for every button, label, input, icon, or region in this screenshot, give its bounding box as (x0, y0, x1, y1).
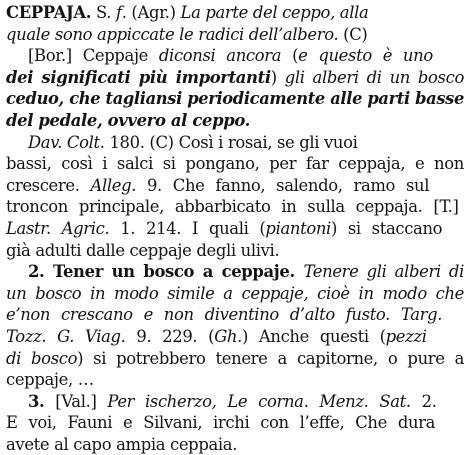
entry-text-segment: 9. Che fanno, salendo, ramo sul (136, 175, 430, 195)
entry-line (6, 434, 464, 455)
entry-text-segment: Lastr. Agric. (6, 218, 110, 238)
entry-text-segment: e’non crescano e non diventino d’alto fusto. (6, 305, 391, 325)
entry-text-segment: Tozz. G. Viag. (6, 326, 126, 346)
entry-line (6, 2, 464, 24)
entry-text-segment: pezzi (385, 326, 427, 346)
entry-line (6, 88, 464, 110)
entry-text-segment: già adulti dalle ceppaje degli ulivi. (6, 240, 280, 260)
entry-text-segment: Alleg. (90, 175, 137, 195)
entry-text-segment: quale sono appiccate le radici dell’albero. (6, 24, 339, 44)
entry-line (6, 369, 464, 391)
entry-text-segment: Targ. (400, 305, 443, 325)
entry-line (6, 261, 464, 283)
entry-text-segment: ceppaje, … (6, 370, 94, 390)
dictionary-entry (6, 2, 464, 455)
entry-text-segment: S. (91, 3, 116, 22)
entry-line (6, 24, 464, 46)
entry-text-segment: La parte del ceppo, alla (180, 3, 369, 22)
entry-line (6, 153, 464, 175)
entry-text-segment (308, 392, 319, 411)
entry-line (6, 348, 464, 370)
entry-text-segment: diconsi ancora (158, 46, 282, 66)
entry-text-segment: . (Agr.) (121, 3, 181, 22)
entry-text-segment: ) Anche questi ( (242, 326, 386, 346)
entry-text-segment: (C) (338, 24, 368, 44)
entry-text-segment: 180. (C) Così i rosai, se gli vuoi (104, 132, 358, 152)
entry-text-segment: 9. 229. ( (125, 326, 215, 346)
entry-text-segment: CEPPAJA. (6, 3, 92, 22)
entry-line (6, 412, 464, 434)
entry-text-segment: ) si staccano (330, 218, 443, 238)
entry-line (6, 240, 464, 262)
entry-text-segment: troncon principale, abbarbicato in sulla ceppaja. [T.] (6, 197, 459, 217)
entry-line (6, 283, 464, 305)
entry-text-segment: di bosco (6, 348, 78, 368)
entry-line (6, 45, 464, 67)
entry-text-segment: ) (270, 67, 285, 87)
entry-text-segment: Dav. Colt. (28, 132, 105, 152)
entry-text-segment: ceduo, che tagliansi periodicamente alle parti basse (6, 89, 464, 109)
entry-text-segment: 3. (28, 391, 45, 411)
entry-text-segment: del pedale, ovvero al ceppo. (6, 110, 250, 130)
entry-text-segment: Per ischerzo, Le corna. (107, 391, 309, 411)
entry-text-segment: Menz. Sat. (319, 391, 411, 411)
entry-text-segment: ( (281, 46, 299, 66)
entry-text-segment: E voi, Fauni e Silvani, irchi con l’effe, Che dura (6, 413, 436, 433)
entry-text-segment: 1. 214. I quali ( (109, 218, 266, 238)
entry-text-segment: [Val.] (44, 391, 108, 411)
entry-text-segment (390, 305, 401, 324)
entry-text-segment: avete al capo ampia ceppaia. (6, 434, 238, 454)
entry-text-segment: dei significati più importanti (6, 67, 271, 87)
entry-line (6, 196, 464, 218)
entry-text-segment: f (115, 3, 122, 22)
entry-text-segment: gli alberi di un bosco (284, 67, 464, 87)
entry-text-segment: bassi, così i salci si pongano, per far ceppaja, e non (6, 154, 464, 174)
entry-line (6, 304, 464, 326)
entry-text-segment: [Bor.] Ceppaje (28, 46, 159, 66)
entry-text-segment: Tenere gli alberi di (303, 262, 464, 282)
entry-text-segment: e questo è uno (298, 46, 433, 66)
entry-text-segment: Gh. (214, 326, 242, 346)
entry-line (6, 326, 464, 348)
entry-text-segment: 2. Tener un bosco a ceppaje. (28, 262, 304, 282)
entry-text-segment: 2. (410, 391, 437, 411)
entry-line (6, 391, 464, 413)
entry-text-segment: crescere. (6, 175, 91, 195)
entry-text-segment: piantoni (265, 218, 331, 238)
entry-line (6, 110, 464, 132)
entry-text-segment: ) si potrebbero tenere a capitorne, o pure a (77, 348, 465, 368)
entry-line (6, 218, 464, 240)
entry-line (6, 67, 464, 89)
entry-line (6, 132, 464, 154)
entry-line (6, 175, 464, 197)
entry-text-segment: un bosco in modo simile a ceppaje, cioè in modo che (6, 283, 465, 303)
